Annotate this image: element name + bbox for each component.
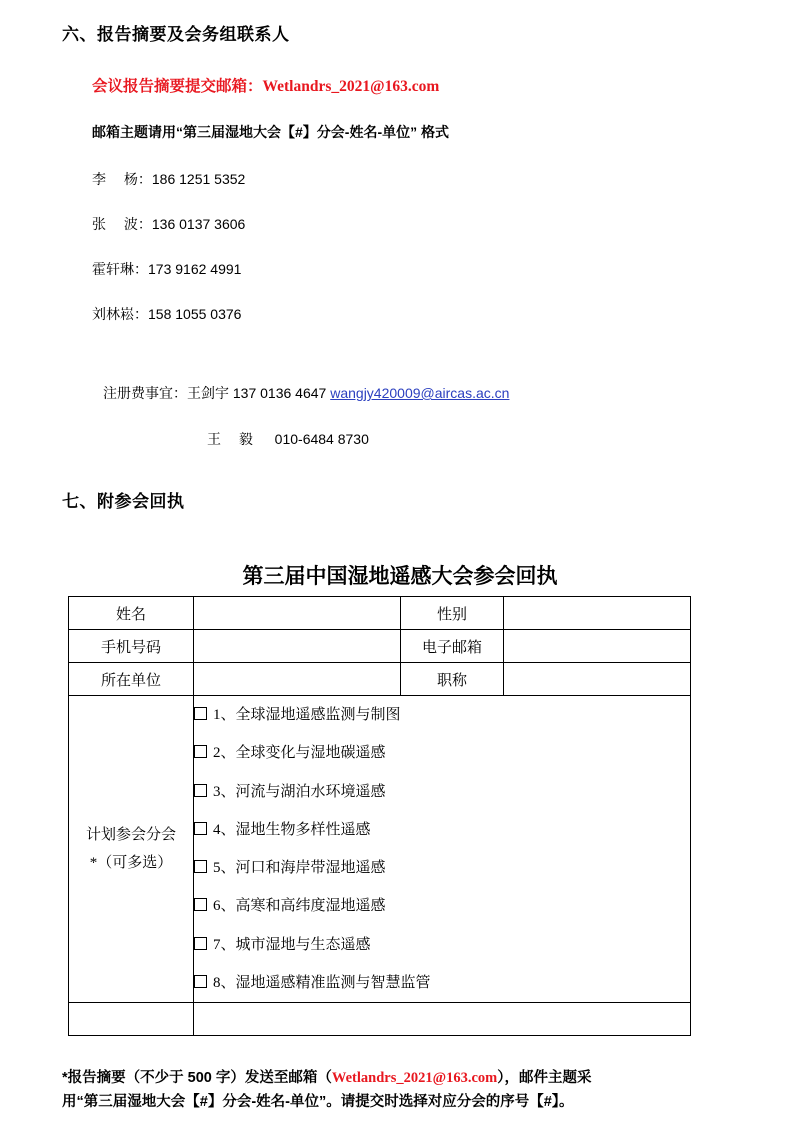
contact-separator: ： <box>134 306 148 322</box>
table-row <box>69 663 691 696</box>
contact-person-row <box>92 259 241 279</box>
registration-fee-line <box>103 383 509 403</box>
field-value-organization[interactable] <box>194 663 401 696</box>
contact-person-row <box>92 169 245 189</box>
session-option[interactable] <box>194 773 690 811</box>
empty-cell[interactable] <box>69 1003 194 1036</box>
session-option[interactable] <box>194 887 690 925</box>
contact-separator: ： <box>134 261 148 277</box>
contact-phone: 136 0137 3606 <box>151 216 246 232</box>
empty-cell[interactable] <box>194 1003 691 1036</box>
contact-name: 张 波 <box>92 216 138 232</box>
sessions-list-cell <box>194 696 691 1003</box>
table-row-sessions <box>69 696 691 1003</box>
session-option[interactable] <box>194 696 690 734</box>
contact-name: 李 杨 <box>92 171 138 187</box>
session-option[interactable] <box>194 849 690 887</box>
contact-name: 刘林崧 <box>92 306 134 322</box>
field-label-email: 电子邮箱 <box>401 630 504 663</box>
checkbox-icon[interactable] <box>194 822 207 835</box>
checkbox-icon[interactable] <box>194 745 207 758</box>
session-option[interactable] <box>194 964 690 1002</box>
session-option-label: 4、湿地生物多样性遥感 <box>213 821 371 838</box>
field-value-title[interactable] <box>504 663 691 696</box>
abstract-submission-email: 会议报告摘要提交邮箱：Wetlandrs_2021@163.com <box>92 78 440 95</box>
session-option-label: 7、城市湿地与生态遥感 <box>213 936 371 953</box>
table-row <box>69 597 691 630</box>
contact-separator: ： <box>137 171 152 187</box>
contact-phone: 173 9162 4991 <box>148 261 242 277</box>
session-option[interactable] <box>194 926 690 964</box>
footnote <box>62 1067 762 1115</box>
session-option-label: 1、全球湿地遥感监测与制图 <box>213 707 401 723</box>
checkbox-icon[interactable] <box>194 937 207 950</box>
sessions-label-line1: 计划参会分会 <box>85 826 176 843</box>
footnote-part3: 用“第三届湿地大会【#】分会-姓名-单位”。请提交时选择对应分会的序号【#】。 <box>62 1093 574 1110</box>
field-value-gender[interactable] <box>504 597 691 630</box>
footnote-part2: ），邮件主题采 <box>497 1070 592 1086</box>
registration-label: 注册费事宜： <box>103 385 187 401</box>
session-option-label: 5、河口和海岸带湿地遥感 <box>213 860 386 876</box>
table-row-empty <box>69 1003 691 1036</box>
sessions-label-cell <box>69 696 194 1003</box>
contact-phone: 186 1251 5352 <box>151 171 246 187</box>
email-subject-rule: 邮箱主题请用“第三届湿地大会【#】分会-姓名-单位” 格式 <box>92 124 449 140</box>
field-label-name: 姓名 <box>69 597 194 630</box>
receipt-table <box>68 596 691 1036</box>
field-value-name[interactable] <box>194 597 401 630</box>
registration-contact: 王剑宇 137 0136 4647 <box>187 385 331 401</box>
contact-phone: 158 1055 0376 <box>148 306 242 322</box>
session-option[interactable] <box>194 811 690 849</box>
footnote-part1: *报告摘要（不少于 500 字）发送至邮箱（ <box>62 1070 332 1086</box>
section-heading-six: 六、报告摘要及会务组联系人 <box>62 25 290 44</box>
checkbox-icon[interactable] <box>194 784 207 797</box>
field-label-title: 职称 <box>401 663 504 696</box>
footnote-email: Wetlandrs_2021@163.com <box>331 1070 498 1086</box>
sessions-label-line2: *（可多选） <box>89 855 173 871</box>
session-option[interactable] <box>194 734 690 772</box>
checkbox-icon[interactable] <box>194 860 207 873</box>
field-value-email[interactable] <box>504 630 691 663</box>
checkbox-icon[interactable] <box>194 898 207 911</box>
field-label-phone: 手机号码 <box>69 630 194 663</box>
section-heading-seven: 七、附参会回执 <box>62 492 185 511</box>
field-label-organization: 所在单位 <box>69 663 194 696</box>
contact-person-row <box>92 214 245 234</box>
contact-separator: ： <box>137 216 152 232</box>
session-option-label: 6、高寒和高纬度湿地遥感 <box>213 898 386 915</box>
field-label-gender: 性别 <box>401 597 504 630</box>
registration-email-link[interactable]: wangjy420009@aircas.ac.cn <box>330 385 510 401</box>
checkbox-icon[interactable] <box>194 707 207 720</box>
contact-name: 霍轩琳 <box>92 261 134 277</box>
contact-person-row <box>92 304 241 324</box>
checkbox-icon[interactable] <box>194 975 207 988</box>
session-option-label: 3、河流与湖泊水环境遥感 <box>213 783 386 800</box>
registration-second-contact: 王 毅 010-6484 8730 <box>207 431 369 447</box>
field-value-phone[interactable] <box>194 630 401 663</box>
receipt-form-title: 第三届中国湿地遥感大会参会回执 <box>242 565 558 588</box>
session-option-label: 8、湿地遥感精准监测与智慧监管 <box>213 974 431 991</box>
table-row <box>69 630 691 663</box>
session-option-label: 2、全球变化与湿地碳遥感 <box>213 745 386 762</box>
